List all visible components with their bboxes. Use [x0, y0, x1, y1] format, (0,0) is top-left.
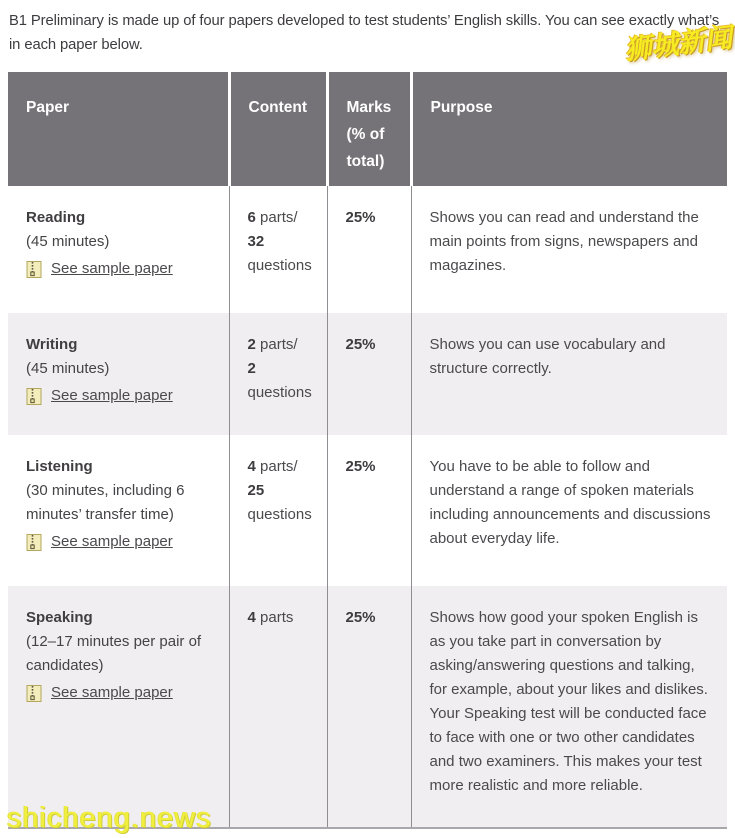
see-sample-paper-link[interactable]: See sample paper: [51, 387, 173, 404]
see-sample-paper-link[interactable]: See sample paper: [51, 260, 173, 277]
content-questions-count: [248, 479, 311, 503]
purpose-text: Shows how good your spoken English is as you take part in conversation by asking/answering questions and talking, for example, about your likes and dislikes. Your Speaking test will be conducted face to face with one or two other candidates and two examiners. This makes your test more realistic and more reliable.: [411, 586, 727, 828]
col-header-purpose: Purpose: [411, 72, 727, 186]
parts-count: 2: [247, 336, 256, 353]
parts-count: 6: [247, 209, 256, 226]
see-sample-paper-link[interactable]: See sample paper: [51, 684, 173, 701]
table-row-listening: [8, 435, 727, 586]
content-questions-label: [248, 254, 311, 278]
paper-title: Listening: [26, 458, 93, 475]
col-header-paper: Paper: [8, 72, 229, 186]
table-header-row: [8, 72, 727, 186]
purpose-text: You have to be able to follow and understand a range of spoken materials including announcements and discussions about everyday life.: [429, 458, 711, 547]
content-parts: [248, 606, 311, 630]
parts-count: 4: [247, 609, 256, 626]
content-questions-count: [248, 230, 311, 254]
sample-paper-row: [26, 530, 213, 554]
watermark-top-right: 狮城新闻: [622, 22, 734, 66]
table-row-reading: [8, 186, 727, 313]
paper-title: Speaking: [26, 609, 93, 626]
parts-label: parts/: [255, 336, 298, 353]
see-sample-paper-link[interactable]: See sample paper: [51, 533, 173, 550]
paper-duration: (45 minutes): [26, 233, 110, 250]
paper-duration: (12–17 minutes per pair of candidates): [26, 633, 202, 674]
parts-label: parts/: [255, 458, 298, 475]
content-questions-label: [248, 503, 311, 527]
questions-count: 2: [247, 360, 256, 377]
table-row-writing: [8, 313, 727, 435]
marks-value: 25%: [327, 313, 411, 435]
marks-value: 25%: [327, 186, 411, 313]
content-parts: [248, 333, 311, 357]
zip-file-icon: [26, 260, 43, 279]
col-header-content: Content: [229, 72, 327, 186]
content-parts: [248, 455, 311, 479]
questions-label: questions: [247, 257, 312, 274]
papers-table: [8, 72, 727, 829]
marks-value: 25%: [327, 586, 411, 828]
zip-file-icon: [26, 533, 43, 552]
paper-title: Reading: [26, 209, 86, 226]
paper-duration: (45 minutes): [26, 360, 110, 377]
questions-label: questions: [247, 506, 312, 523]
paper-duration: (30 minutes, including 6 minutes’ transfer time): [26, 482, 185, 523]
parts-label: parts/: [255, 209, 298, 226]
parts-label: parts: [255, 609, 294, 626]
questions-label: questions: [247, 384, 312, 401]
questions-count: 32: [247, 233, 265, 250]
content-questions-count: [248, 357, 311, 381]
purpose-text: Shows you can read and understand the main points from signs, newspapers and magazines.: [429, 209, 699, 274]
questions-count: 25: [247, 482, 265, 499]
sample-paper-row: [26, 384, 213, 408]
purpose-text: Shows you can use vocabulary and structure correctly.: [411, 313, 727, 435]
table-row-speaking: [8, 586, 727, 828]
intro-text: B1 Preliminary is made up of four papers developed to test students’ English skills. You can see exactly what’s in each paper below.: [9, 13, 720, 53]
marks-value: 25%: [327, 435, 411, 586]
col-header-marks: Marks (% of total): [327, 72, 411, 186]
parts-count: 4: [247, 458, 256, 475]
sample-paper-row: [26, 257, 213, 281]
watermark-bottom-left: shicheng.news: [7, 802, 212, 834]
content-parts: [248, 206, 311, 230]
sample-paper-row: [26, 681, 213, 705]
paper-title: Writing: [26, 336, 78, 353]
zip-file-icon: [26, 684, 43, 703]
zip-file-icon: [26, 387, 43, 406]
content-questions-label: [248, 381, 311, 405]
